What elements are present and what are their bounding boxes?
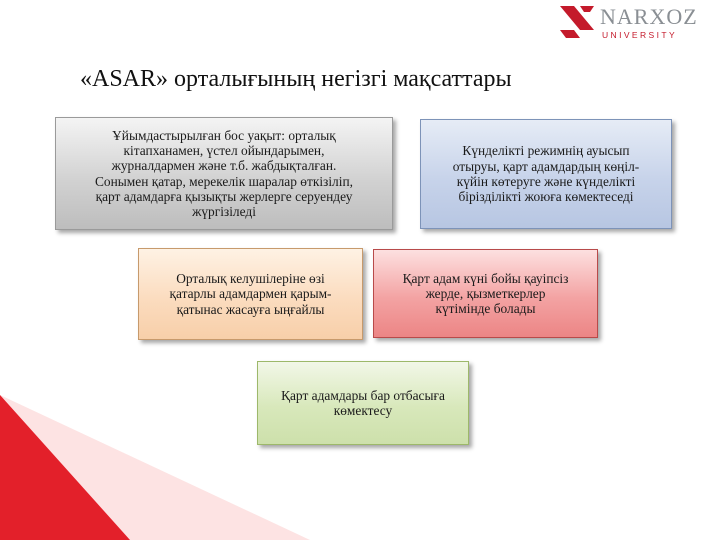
goal-box-leisure-line: жүргізіледі (192, 204, 256, 220)
goal-box-communication-line: қатынас жасауға ыңғайлы (176, 301, 325, 317)
goal-box-routine-line: күйін көтеруге және күнделікті (456, 174, 636, 189)
goal-box-leisure-line: Ұйымдастырылған бос уақыт: орталық (112, 127, 336, 143)
narxoz-logo (560, 4, 720, 44)
goal-box-leisure-line: қарт адамдарға қызықты жерлерге серуендеу (95, 188, 353, 204)
goal-box-safety (373, 249, 598, 338)
goal-box-safety-line: Қарт адам күні бойы қауіпсіз (402, 270, 569, 286)
goal-box-leisure (55, 117, 393, 230)
brand-subtitle: UNIVERSITY (602, 30, 678, 40)
goal-box-leisure-line: Сонымен қатар, мерекелік шаралар өткізіліп, (95, 173, 353, 189)
goal-box-communication (138, 248, 363, 340)
goal-box-routine-line: бірізділікті жоюға көмектеседі (458, 189, 634, 205)
goal-box-routine-line: отыруы, қарт адамдардың көңіл- (452, 158, 640, 174)
goal-box-safety-line: жерде, қызметкерлер (425, 285, 546, 301)
goal-box-leisure-line: кітапханамен, үстел ойындарымен, (123, 142, 325, 158)
goal-box-routine-line: Күнделікті режимнің ауысып (462, 143, 630, 159)
brand-name: NARXOZ (600, 4, 698, 29)
goal-box-family-support-line: көмектесу (333, 403, 393, 418)
goal-box-communication-line: қатарлы адамдармен қарым- (169, 286, 332, 302)
goal-box-family-support (257, 361, 469, 445)
goal-box-routine (420, 119, 672, 229)
goal-box-safety-line: күтімінде болады (435, 301, 536, 317)
goal-box-leisure-line: журналдармен және т.б. жабдықталған. (111, 158, 337, 174)
goal-box-family-support-line: Қарт адамдары бар отбасыға (281, 387, 445, 403)
page-title: «ASAR» орталығының негізгі мақсаттары (80, 66, 512, 92)
narxoz-logo-mark-icon (560, 4, 596, 40)
goal-box-communication-line: Орталық келушілеріне өзі (176, 271, 325, 287)
